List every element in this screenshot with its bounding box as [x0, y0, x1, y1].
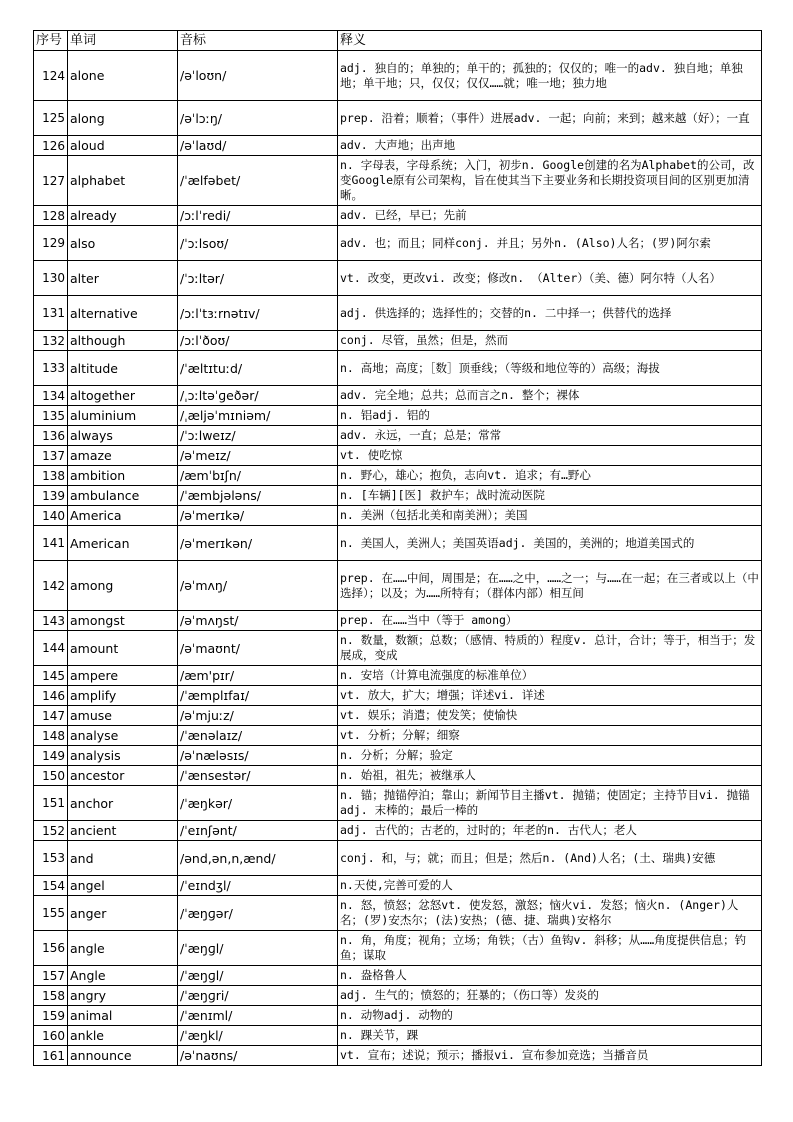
- entry-word: amaze: [68, 446, 178, 466]
- entry-number: 143: [34, 611, 68, 631]
- entry-definition: conj. 尽管，虽然；但是，然而: [338, 331, 762, 351]
- entry-number: 131: [34, 296, 68, 331]
- entry-word: ancestor: [68, 766, 178, 786]
- entry-word: Angle: [68, 966, 178, 986]
- entry-number: 148: [34, 726, 68, 746]
- entry-number: 130: [34, 261, 68, 296]
- entry-number: 153: [34, 841, 68, 876]
- entry-word: ambulance: [68, 486, 178, 506]
- entry-number: 126: [34, 136, 68, 156]
- table-row: [34, 726, 762, 746]
- table-row: [34, 896, 762, 931]
- entry-number: 129: [34, 226, 68, 261]
- entry-phonetic: /əˈnæləsɪs/: [178, 746, 338, 766]
- entry-number: 125: [34, 101, 68, 136]
- entry-phonetic: /əˈlɔːŋ/: [178, 101, 338, 136]
- table-row: [34, 686, 762, 706]
- entry-phonetic: /ˌɔːltəˈɡeðər/: [178, 386, 338, 406]
- entry-number: 128: [34, 206, 68, 226]
- entry-number: 136: [34, 426, 68, 446]
- entry-definition: vt. 使吃惊: [338, 446, 762, 466]
- vocabulary-sheet: [33, 30, 762, 1066]
- entry-phonetic: /əˈloʊn/: [178, 51, 338, 101]
- entry-number: 159: [34, 1006, 68, 1026]
- table-row: [34, 986, 762, 1006]
- entry-word: alter: [68, 261, 178, 296]
- table-row: [34, 526, 762, 561]
- entry-word: aluminium: [68, 406, 178, 426]
- entry-definition: prep. 在……当中（等于 among）: [338, 611, 762, 631]
- entry-definition: vt. 改变，更改vi. 改变；修改n. （Alter）（美、德）阿尔特（人名）: [338, 261, 762, 296]
- entry-word: ankle: [68, 1026, 178, 1046]
- table-row: [34, 156, 762, 206]
- entry-number: 133: [34, 351, 68, 386]
- table-row: [34, 746, 762, 766]
- entry-number: 137: [34, 446, 68, 466]
- entry-phonetic: /ɔːlˈðoʊ/: [178, 331, 338, 351]
- table-row: [34, 466, 762, 486]
- entry-phonetic: /ˈɔːlweɪz/: [178, 426, 338, 446]
- entry-definition: conj. 和，与；就；而且；但是；然后n. (And)人名；(土、瑞典)安德: [338, 841, 762, 876]
- entry-word: ambition: [68, 466, 178, 486]
- entry-phonetic: /əˈmaʊnt/: [178, 631, 338, 666]
- entry-phonetic: /ənd,ən,n,ænd/: [178, 841, 338, 876]
- entry-number: 134: [34, 386, 68, 406]
- entry-number: 139: [34, 486, 68, 506]
- table-row: [34, 631, 762, 666]
- entry-word: amuse: [68, 706, 178, 726]
- entry-number: 141: [34, 526, 68, 561]
- entry-word: amplify: [68, 686, 178, 706]
- entry-word: analyse: [68, 726, 178, 746]
- entry-definition: n. 动物adj. 动物的: [338, 1006, 762, 1026]
- table-row: [34, 406, 762, 426]
- entry-word: angle: [68, 931, 178, 966]
- entry-definition: adv. 也；而且；同样conj. 并且；另外n. (Also)人名；(罗)阿尔索: [338, 226, 762, 261]
- entry-definition: adj. 生气的；愤怒的；狂暴的；（伤口等）发炎的: [338, 986, 762, 1006]
- entry-word: anchor: [68, 786, 178, 821]
- entry-word: anger: [68, 896, 178, 931]
- entry-phonetic: /ˈeɪndʒl/: [178, 876, 338, 896]
- entry-number: 142: [34, 561, 68, 611]
- entry-number: 146: [34, 686, 68, 706]
- entry-definition: adv. 永远，一直；总是；常常: [338, 426, 762, 446]
- table-row: [34, 136, 762, 156]
- entry-definition: n. 美洲（包括北美和南美洲）；美国: [338, 506, 762, 526]
- entry-definition: n. 数量，数额；总数；（感情、特质的）程度v. 总计，合计；等于，相当于；发展成，变成: [338, 631, 762, 666]
- entry-phonetic: /æm'pɪr/: [178, 666, 338, 686]
- entry-number: 154: [34, 876, 68, 896]
- entry-phonetic: /əˈlaʊd/: [178, 136, 338, 156]
- table-row: [34, 51, 762, 101]
- entry-definition: adj. 供选择的；选择性的；交替的n. 二中择一；供替代的选择: [338, 296, 762, 331]
- entry-word: animal: [68, 1006, 178, 1026]
- entry-number: 144: [34, 631, 68, 666]
- entry-phonetic: /æmˈbɪʃn/: [178, 466, 338, 486]
- table-row: [34, 821, 762, 841]
- table-row: [34, 561, 762, 611]
- entry-definition: n. 分析；分解；验定: [338, 746, 762, 766]
- entry-word: along: [68, 101, 178, 136]
- entry-word: altogether: [68, 386, 178, 406]
- entry-definition: n. 怒，愤怒；忿怒vt. 使发怒，激怒；恼火vi. 发怒；恼火n. (Anger)人名；(罗)安杰尔；(法)安热；(德、捷、瑞典)安格尔: [338, 896, 762, 931]
- entry-phonetic: /ˈæŋkl/: [178, 1026, 338, 1046]
- entry-definition: n. 美国人，美洲人；美国英语adj. 美国的，美洲的；地道美国式的: [338, 526, 762, 561]
- entry-definition: n.天使,完善可爱的人: [338, 876, 762, 896]
- header-phonetic: 音标: [178, 31, 338, 51]
- table-row: [34, 426, 762, 446]
- entry-phonetic: /ˈæŋkər/: [178, 786, 338, 821]
- entry-definition: adv. 大声地；出声地: [338, 136, 762, 156]
- table-row: [34, 101, 762, 136]
- entry-phonetic: /ˈænəlaɪz/: [178, 726, 338, 746]
- entry-number: 145: [34, 666, 68, 686]
- entry-phonetic: /ˈæŋɡər/: [178, 896, 338, 931]
- entry-number: 147: [34, 706, 68, 726]
- entry-number: 150: [34, 766, 68, 786]
- table-row: [34, 611, 762, 631]
- entry-definition: n. 安培（计算电流强度的标准单位）: [338, 666, 762, 686]
- entry-number: 157: [34, 966, 68, 986]
- entry-number: 149: [34, 746, 68, 766]
- entry-phonetic: /əˈnaʊns/: [178, 1046, 338, 1066]
- entry-phonetic: /ˈælfəbet/: [178, 156, 338, 206]
- entry-word: America: [68, 506, 178, 526]
- table-row: [34, 1046, 762, 1066]
- table-row: [34, 486, 762, 506]
- table-row: [34, 786, 762, 821]
- entry-number: 156: [34, 931, 68, 966]
- entry-phonetic: /ˈæmbjələns/: [178, 486, 338, 506]
- entry-phonetic: /əˈmeɪz/: [178, 446, 338, 466]
- entry-number: 161: [34, 1046, 68, 1066]
- entry-word: angry: [68, 986, 178, 1006]
- entry-phonetic: /ɔːlˈredi/: [178, 206, 338, 226]
- entry-phonetic: /ˈɔːltər/: [178, 261, 338, 296]
- entry-definition: adv. 已经，早已；先前: [338, 206, 762, 226]
- entry-definition: n. 盎格鲁人: [338, 966, 762, 986]
- entry-number: 124: [34, 51, 68, 101]
- entry-word: already: [68, 206, 178, 226]
- entry-definition: n. 锚；抛锚停泊；靠山；新闻节目主播vt. 抛锚；使固定；主持节目vi. 抛锚adj. 末棒的；最后一棒的: [338, 786, 762, 821]
- entry-word: analysis: [68, 746, 178, 766]
- entry-phonetic: /ˈæŋɡl/: [178, 931, 338, 966]
- entry-number: 151: [34, 786, 68, 821]
- entry-phonetic: /ˌæljəˈmɪniəm/: [178, 406, 338, 426]
- entry-definition: n. 始祖，祖先；被继承人: [338, 766, 762, 786]
- entry-definition: prep. 沿着；顺着；（事件）进展adv. 一起；向前；来到；越来越（好）；一直: [338, 101, 762, 136]
- entry-definition: n. 踝关节，踝: [338, 1026, 762, 1046]
- entry-phonetic: /ˈɔːlsoʊ/: [178, 226, 338, 261]
- entry-word: angel: [68, 876, 178, 896]
- entry-word: American: [68, 526, 178, 561]
- entry-definition: vt. 娱乐；消遣；使发笑；使愉快: [338, 706, 762, 726]
- entry-number: 132: [34, 331, 68, 351]
- table-row: [34, 1026, 762, 1046]
- entry-phonetic: /ɔːlˈtɜːrnətɪv/: [178, 296, 338, 331]
- header-row: [34, 31, 762, 51]
- entry-word: always: [68, 426, 178, 446]
- entry-phonetic: /əˈmerɪkən/: [178, 526, 338, 561]
- entry-word: announce: [68, 1046, 178, 1066]
- table-row: [34, 1006, 762, 1026]
- entry-number: 152: [34, 821, 68, 841]
- entry-phonetic: /əˈmjuːz/: [178, 706, 338, 726]
- entry-word: among: [68, 561, 178, 611]
- table-row: [34, 931, 762, 966]
- table-row: [34, 876, 762, 896]
- entry-phonetic: /əˈmerɪkə/: [178, 506, 338, 526]
- table-row: [34, 666, 762, 686]
- entry-word: although: [68, 331, 178, 351]
- entry-phonetic: /ˈæŋɡri/: [178, 986, 338, 1006]
- table-row: [34, 506, 762, 526]
- entry-word: ampere: [68, 666, 178, 686]
- entry-definition: n. 野心，雄心；抱负，志向vt. 追求；有…野心: [338, 466, 762, 486]
- entry-phonetic: /ˈæŋɡl/: [178, 966, 338, 986]
- header-word: 单词: [68, 31, 178, 51]
- table-row: [34, 446, 762, 466]
- header-definition: 释义: [338, 31, 762, 51]
- entry-phonetic: /əˈmʌŋ/: [178, 561, 338, 611]
- vocabulary-table: [33, 30, 762, 1066]
- entry-word: amongst: [68, 611, 178, 631]
- entry-definition: n. 字母表，字母系统；入门，初步n. Google创建的名为Alphabet的公司，改变Google原有公司架构，旨在使其当下主要业务和长期投资项目间的区别更加清晰。: [338, 156, 762, 206]
- entry-definition: prep. 在……中间，周围是；在……之中，……之一；与……在一起；在三者或以上（中选择）；以及；为……所特有；（群体内部）相互间: [338, 561, 762, 611]
- table-row: [34, 206, 762, 226]
- entry-word: aloud: [68, 136, 178, 156]
- entry-word: alternative: [68, 296, 178, 331]
- entry-word: amount: [68, 631, 178, 666]
- entry-definition: adv. 完全地；总共；总而言之n. 整个；裸体: [338, 386, 762, 406]
- entry-definition: vt. 宣布；述说；预示；播报vi. 宣布参加竞选；当播音员: [338, 1046, 762, 1066]
- table-row: [34, 296, 762, 331]
- table-row: [34, 706, 762, 726]
- entry-phonetic: /ˈænsestər/: [178, 766, 338, 786]
- entry-word: also: [68, 226, 178, 261]
- entry-definition: adj. 古代的；古老的，过时的；年老的n. 古代人；老人: [338, 821, 762, 841]
- entry-phonetic: /ˈæmplɪfaɪ/: [178, 686, 338, 706]
- entry-number: 138: [34, 466, 68, 486]
- table-row: [34, 386, 762, 406]
- entry-number: 160: [34, 1026, 68, 1046]
- entry-definition: n. 角，角度；视角；立场；角铁；（古）鱼钩v. 斜移；从……角度提供信息；钓鱼；谋取: [338, 931, 762, 966]
- entry-definition: adj. 独自的；单独的；单干的；孤独的；仅仅的；唯一的adv. 独自地；单独地；单干地；只，仅仅；仅仅……就；唯一地；独力地: [338, 51, 762, 101]
- entry-number: 127: [34, 156, 68, 206]
- entry-phonetic: /ˈæltɪtuːd/: [178, 351, 338, 386]
- entry-number: 140: [34, 506, 68, 526]
- entry-definition: vt. 分析；分解；细察: [338, 726, 762, 746]
- entry-phonetic: /ˈeɪnʃənt/: [178, 821, 338, 841]
- table-row: [34, 261, 762, 296]
- entry-definition: vt. 放大，扩大；增强；详述vi. 详述: [338, 686, 762, 706]
- table-row: [34, 331, 762, 351]
- entry-number: 155: [34, 896, 68, 931]
- entry-definition: n. [车辆][医] 救护车；战时流动医院: [338, 486, 762, 506]
- entry-definition: n. 铝adj. 铝的: [338, 406, 762, 426]
- entry-word: alphabet: [68, 156, 178, 206]
- table-row: [34, 226, 762, 261]
- entry-phonetic: /ˈænɪml/: [178, 1006, 338, 1026]
- table-row: [34, 966, 762, 986]
- header-no: 序号: [34, 31, 68, 51]
- table-row: [34, 351, 762, 386]
- table-row: [34, 766, 762, 786]
- entry-definition: n. 高地；高度；［数］顶垂线；（等级和地位等的）高级；海拔: [338, 351, 762, 386]
- table-row: [34, 841, 762, 876]
- entry-word: ancient: [68, 821, 178, 841]
- entry-word: altitude: [68, 351, 178, 386]
- entry-word: alone: [68, 51, 178, 101]
- entry-word: and: [68, 841, 178, 876]
- entry-phonetic: /əˈmʌŋst/: [178, 611, 338, 631]
- entry-number: 135: [34, 406, 68, 426]
- entry-number: 158: [34, 986, 68, 1006]
